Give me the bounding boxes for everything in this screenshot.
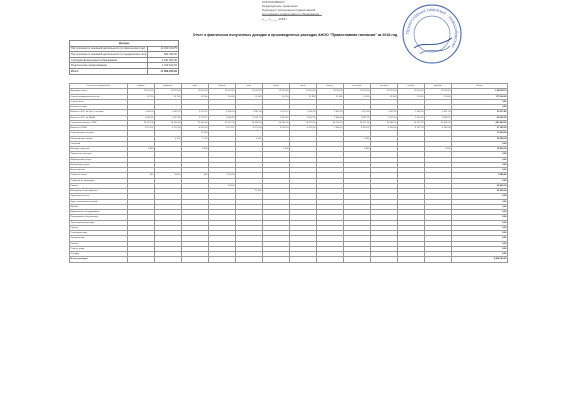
expense-item-label: Комиссии банка [70,173,128,178]
summary-total-label: Итого [70,68,148,74]
summary-value: 4 941 905,00 [148,57,179,63]
expense-item-label: Материалы и инструменты [70,189,128,194]
expense-cell: 37 650,90 [182,120,209,125]
expense-cell: 35 412,00 [128,120,155,125]
expense-cell: 14 300 [182,94,209,99]
expense-row-total: 97 182,52 [452,126,508,131]
expense-item-label: Взносы в ФСС по несч. случаям [70,110,128,115]
expense-item-label: Программное обеспечение [70,215,128,220]
approval-line: Председатель правления [262,4,298,8]
expense-cell: 129 524,8 [290,89,317,94]
expense-cell: 66,20 [155,173,182,178]
expense-row-total: 12 500,00 [452,131,508,136]
expense-cell: 129 524,8 [317,89,344,94]
expense-header-month: февраль [155,84,182,89]
expense-header-month: август [317,84,344,89]
expense-cell: 2 987,29 [344,115,371,120]
expense-cell: 1 645,78 [155,110,182,115]
expense-cell: 3 600 [182,147,209,152]
expense-row-total: 0,00 [452,246,508,251]
expense-cell: 2 437,80 [155,115,182,120]
expense-row-total: 35 232,93 [452,115,508,120]
expense-cell: 8 228,75 [263,126,290,131]
expense-cell: 29 400 [209,183,236,188]
expense-cell: 8 676,94 [182,126,209,131]
expense-item-label: Медицинские услуги [70,157,128,162]
income-summary-table [69,40,179,75]
summary-total-value: 17 809 295,29 [148,68,179,74]
expense-cell: 13 600 [371,94,398,99]
expense-row-total: 177 600,00 [452,94,508,99]
summary-label: Поступления по основной деятельности (от юридических лиц) [71,52,147,56]
expense-cell: 825 [128,173,155,178]
expense-row-total: 0,00 [452,231,508,236]
expense-cell [182,257,209,262]
expense-row-total: 0,00 [452,157,508,162]
expense-header-total: Итого [452,84,508,89]
expense-header-month: декабрь [425,84,452,89]
expense-row-total: 23 311,80 [452,110,508,115]
expense-cell: 8 234,32 [344,126,371,131]
expense-row-total: 0,00 [452,225,508,230]
expense-row-total: 0,00 [452,162,508,167]
summary-label: Поступления по основной деятельности (от физических лиц) [70,46,148,52]
expense-cell [290,257,317,262]
approval-date: « __ » ____ 2018 г. [262,17,288,21]
expense-cell: 129 524,8 [155,89,182,94]
approval-block [262,0,392,16]
expense-header-month: сентябрь [344,84,371,89]
expense-cell: 10 700 [128,94,155,99]
expense-header-month: апрель [209,84,236,89]
expense-row-total: 0,00 [452,204,508,209]
expense-cell [128,257,155,262]
expense-cell: 15 300 [236,94,263,99]
expense-item-label: Услуги связи [70,99,128,104]
expense-cell: 2 074,12 [182,110,209,115]
expense-header-month: март [182,84,209,89]
expense-row-total: 0,00 [452,168,508,173]
expense-row-total: 0,00 [452,99,508,104]
expense-row-total: 0,00 [452,141,508,146]
expense-cell: 3 124,17 [182,115,209,120]
expense-item-label: Охрана [70,225,128,230]
expense-item-label: Компьютерная техника [70,131,128,136]
approval-line: Президент Ассоциации православной [262,8,316,12]
expense-cell: 3 001,19 [236,115,263,120]
expense-row-total: 15 550,00 [452,136,508,141]
expense-row-total: 21 000,00 [452,189,508,194]
summary-value: 11 010 410,75 [148,46,179,52]
expense-item-label: Курсы повышения квалиф. [70,199,128,204]
expense-cell: 19 600 [425,94,452,99]
expense-header-month: июнь [263,84,290,89]
expense-cell [398,257,425,262]
expense-cell: 6 721,80 [155,126,182,131]
expense-cell: 11 450 [344,94,371,99]
expense-cell: 1 970,15 [263,110,290,115]
svg-text:Православная гимназия · Новоси [405,7,459,49]
expense-cell: 3 600 [263,147,290,152]
expense-cell: 15 950 [398,94,425,99]
expense-cell [344,257,371,262]
expense-item-label: Прочие хоз. расходы [70,152,128,157]
expense-row-total: 2 408 743,50 [452,257,508,262]
expense-item-label: Налоги и сборы [70,105,128,110]
expense-cell: 16 700 [155,94,182,99]
expense-cell: 2 866,60 [317,115,344,120]
expense-item-label: Транспортные расходы [70,220,128,225]
expense-cell: 5 900 [344,136,371,141]
expense-item-label: Канцелярские товары [70,136,128,141]
expense-cell: 129 524,8 [398,89,425,94]
expense-cell [317,257,344,262]
expense-header-item: Статья расходов/месяц [70,84,128,89]
expense-cell [425,257,452,262]
expense-cell: 129 524,8 [236,89,263,94]
expense-cell: 129 524,8 [371,89,398,94]
expense-item-label: Учебники [70,141,128,146]
expense-row-total: 0,00 [452,210,508,215]
expense-row-total: 0,00 [452,178,508,183]
expense-cell: 35 222,30 [398,120,425,125]
expense-header-month: январь [128,84,155,89]
expense-table [69,83,508,263]
expense-row-total: 0,00 [452,199,508,204]
expense-item-label: Страховые взносы в ПФР [70,120,128,125]
expense-cell: 1 985,36 [290,110,317,115]
expense-item-label: Хозинвентарь [70,236,128,241]
expense-cell: 21 000 [236,189,263,194]
expense-cell: 35 838,50 [236,120,263,125]
expense-row-total: 18 000,00 [452,147,508,152]
expense-cell: 2 965,82 [128,115,155,120]
signature-line [262,15,322,16]
expense-item-label: Взносы в ФОМС [70,126,128,131]
expense-cell: 129 524,8 [344,89,371,94]
expense-cell: 129 524,8 [263,89,290,94]
expense-cell: 8 174,11 [128,126,155,131]
expense-cell [155,257,182,262]
expense-cell: 8 131,28 [398,126,425,131]
expense-cell: 35 923,10 [290,120,317,125]
expense-row-total: 0,00 [452,194,508,199]
expense-item-label: Мебель [70,204,128,209]
summary-caption: Доходы [70,41,179,47]
expense-cell: 12 500 [182,131,209,136]
expense-item-label: Заработная плата [70,194,128,199]
expense-cell: 1 948,78 [398,110,425,115]
expense-cell: 2 969,79 [425,115,452,120]
expense-cell: 2 950,70 [398,115,425,120]
expense-item-label: Поездки [70,252,128,257]
expense-cell: 1 972,64 [344,110,371,115]
expense-cell: 35 412,00 [209,120,236,125]
summary-label: Родительские пожертвования [70,63,148,69]
expense-item-label: Оплата труда [70,246,128,251]
expense-item-label: Банковские услуги [70,162,128,167]
expense-item-label: Вывоз мусора [70,168,128,173]
expense-row-total: 0,00 [452,105,508,110]
expense-cell: 3 007,85 [290,115,317,120]
expense-cell: 129 524,8 [182,89,209,94]
expense-cell: 8 190,45 [371,126,398,131]
expense-cell: 16 950 [290,94,317,99]
expense-cell: 2 984,46 [263,115,290,120]
summary-total-row [70,68,179,74]
expense-cell: 1 962,45 [371,110,398,115]
summary-value: 580 430,00 [148,52,179,58]
expense-header-month: май [236,84,263,89]
document-title: Отчет о фактически полученных доходах и произведенных расходах АНОО "Православная гимназия" за 2018 год [192,33,398,37]
expense-cell: 35 671,80 [344,120,371,125]
summary-label: Субсидии Департамента образования [70,57,148,63]
stamp-text: Православная гимназия · Новосибирская [404,6,460,49]
expense-cell: 35 459,10 [425,120,452,125]
expense-cell: 2 965,82 [209,115,236,120]
expense-header-month: июль [290,84,317,89]
expense-cell: 16 150 [263,94,290,99]
summary-value: 1 049 624,54 [148,63,179,69]
expense-cell: 3 200 [236,136,263,141]
expense-cell: 129 524,8 [209,89,236,94]
expense-item-label: Арендная плата [70,89,128,94]
expense-row [70,257,508,262]
expense-item-label: Спортинвентарь [70,231,128,236]
expense-cell [263,257,290,262]
expense-cell: 4 300 [155,136,182,141]
expense-item-label: Взносы в ФСС по ВНиМ [70,115,128,120]
expense-cell: 2 150 [182,136,209,141]
expense-cell: 2 971,44 [371,115,398,120]
expense-cell: 35 646,30 [263,120,290,125]
expense-cell: 1 958,54 [128,110,155,115]
expense-row-total: 0,00 [452,152,508,157]
expense-item-label: Подписка на периодику [70,178,128,183]
expense-cell: 3 600 [344,147,371,152]
expense-row-total: 0,00 [452,215,508,220]
expense-row-total: 421 083,20 [452,120,508,125]
expense-header-month: октябрь [371,84,398,89]
expense-item-label: Оплата коммунальных услуг [70,94,128,99]
expense-cell: 1 981,06 [236,110,263,115]
expense-row-total: 29 400,00 [452,183,508,188]
expense-row-total: 0,00 [452,241,508,246]
expense-header-month: ноябрь [398,84,425,89]
expense-item-label: Ремонт [70,183,128,188]
expense-cell [236,257,263,262]
expense-cell: 3 600 [128,147,155,152]
expense-cell: 29 150,60 [155,120,182,125]
expense-cell: 12 400 [317,94,344,99]
expense-row-total: 0,00 [452,252,508,257]
expense-item-label: Медицинское оборудование [70,210,128,215]
expense-cell: 8 274,00 [236,126,263,131]
approval-line: Ассоциации православного образования [262,12,320,16]
expense-cell: 35 480,20 [371,120,398,125]
expense-cell [209,257,236,262]
expense-row-total: 1 554 297,6 [452,89,508,94]
expense-cell [371,257,398,262]
expense-item-label: Моющие средства [70,147,128,152]
expense-cell: 8 292,46 [290,126,317,131]
expense-cell: 1 893,34 [317,110,344,115]
expense-cell: 129 524,8 [425,89,452,94]
expense-cell: 1 214,25 [209,173,236,178]
expense-row-total: 0,00 [452,220,508,225]
expense-cell: 14 500 [209,94,236,99]
expense-cell: 8 186,08 [425,126,452,131]
expense-cell: 129 524,8 [128,89,155,94]
expense-cell: 1 958,54 [209,110,236,115]
expense-item-label: Итого расходов [70,257,128,262]
expense-row-total: 0,00 [452,236,508,241]
expense-cell: 3 600 [425,147,452,152]
expense-item-label: Прочее [70,241,128,246]
expense-cell: 34 216,40 [317,120,344,125]
expense-cell: 8 174,11 [209,126,236,131]
expense-cell: 1 961,04 [425,110,452,115]
expense-row-total: 2 585,45 [452,173,508,178]
approval-title: СОГЛАСОВАНО [262,0,285,4]
expense-cell: 480 [182,173,209,178]
expense-cell: 7 898,22 [317,126,344,131]
